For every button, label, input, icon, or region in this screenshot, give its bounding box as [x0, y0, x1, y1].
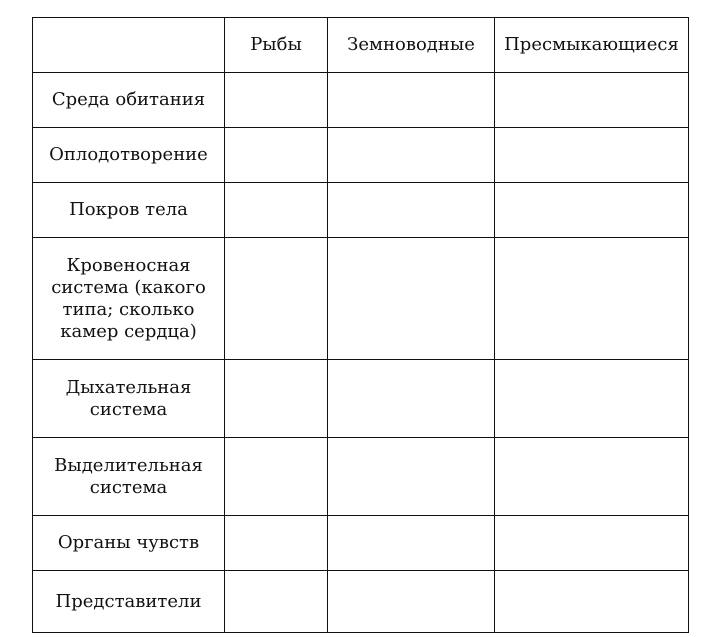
cell-fertilization-amphibians[interactable]	[328, 128, 495, 183]
cell-habitat-fish[interactable]	[225, 73, 328, 128]
table-row	[33, 73, 689, 128]
row-label-excretory-system: Выделительная система	[33, 438, 225, 516]
cell-circulatory-amphibians[interactable]	[328, 238, 495, 360]
header-cell-corner	[33, 18, 225, 73]
cell-excretory-amphibians[interactable]	[328, 438, 495, 516]
row-label-fertilization: Оплодотворение	[33, 128, 225, 183]
table-row	[33, 183, 689, 238]
cell-representatives-amphibians[interactable]	[328, 571, 495, 633]
header-cell-fish: Рыбы	[225, 18, 328, 73]
cell-respiratory-amphibians[interactable]	[328, 360, 495, 438]
cell-circulatory-reptiles[interactable]	[495, 238, 689, 360]
header-cell-amphibians: Земноводные	[328, 18, 495, 73]
cell-habitat-amphibians[interactable]	[328, 73, 495, 128]
cell-representatives-fish[interactable]	[225, 571, 328, 633]
header-cell-reptiles: Пресмыкающиеся	[495, 18, 689, 73]
cell-excretory-reptiles[interactable]	[495, 438, 689, 516]
row-label-body-cover: Покров тела	[33, 183, 225, 238]
cell-habitat-reptiles[interactable]	[495, 73, 689, 128]
cell-respiratory-reptiles[interactable]	[495, 360, 689, 438]
table-row	[33, 360, 689, 438]
table-row	[33, 238, 689, 360]
row-label-circulatory-system: Кровеносная система (какого типа; сколько камер сердца)	[33, 238, 225, 360]
table-row	[33, 438, 689, 516]
comparison-table-sheet	[32, 17, 688, 637]
cell-representatives-reptiles[interactable]	[495, 571, 689, 633]
cell-fertilization-reptiles[interactable]	[495, 128, 689, 183]
cell-senses-amphibians[interactable]	[328, 516, 495, 571]
cell-body-cover-amphibians[interactable]	[328, 183, 495, 238]
row-label-representatives: Представители	[33, 571, 225, 633]
row-label-habitat: Среда обитания	[33, 73, 225, 128]
cell-circulatory-fish[interactable]	[225, 238, 328, 360]
header-row	[33, 18, 689, 73]
comparison-table	[32, 17, 689, 633]
table-row	[33, 571, 689, 633]
cell-respiratory-fish[interactable]	[225, 360, 328, 438]
table-row	[33, 128, 689, 183]
cell-body-cover-reptiles[interactable]	[495, 183, 689, 238]
row-label-respiratory-system: Дыхательная система	[33, 360, 225, 438]
cell-senses-reptiles[interactable]	[495, 516, 689, 571]
cell-fertilization-fish[interactable]	[225, 128, 328, 183]
row-label-sense-organs: Органы чувств	[33, 516, 225, 571]
cell-senses-fish[interactable]	[225, 516, 328, 571]
table-row	[33, 516, 689, 571]
cell-body-cover-fish[interactable]	[225, 183, 328, 238]
cell-excretory-fish[interactable]	[225, 438, 328, 516]
